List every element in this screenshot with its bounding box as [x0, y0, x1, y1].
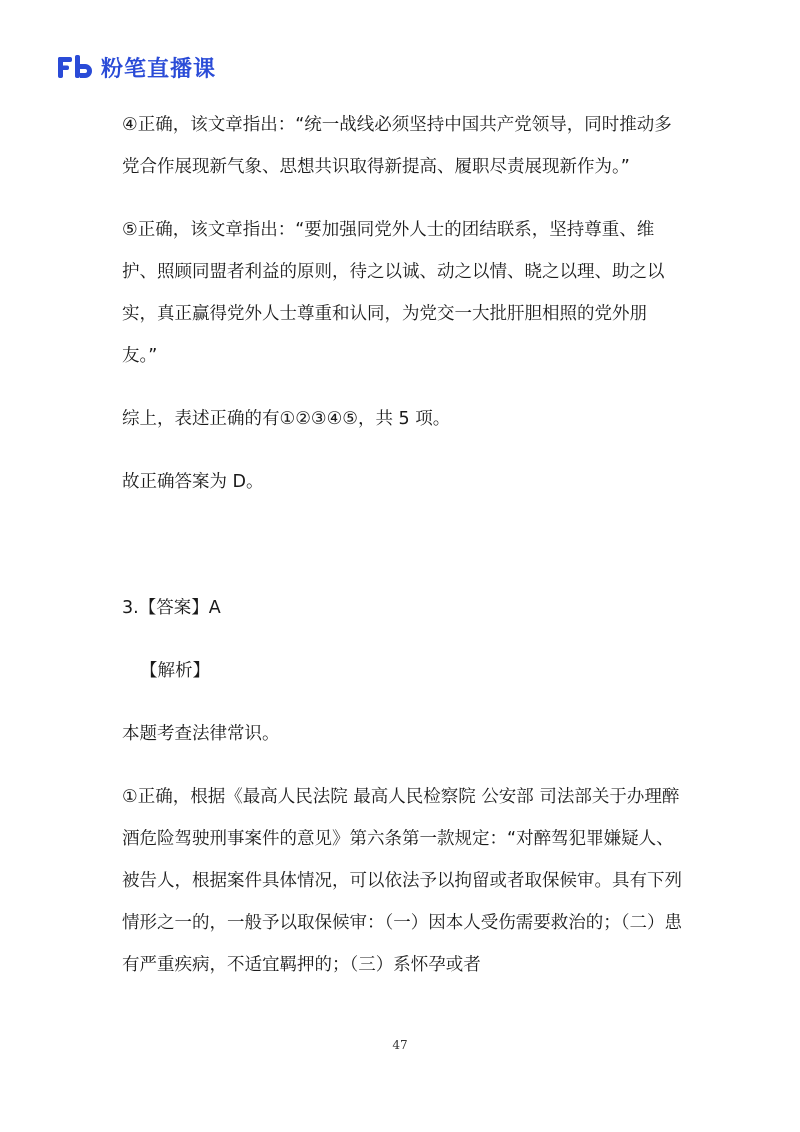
document-body	[122, 104, 682, 986]
page-number: 47	[392, 1038, 408, 1052]
brand-name: 粉笔直播课	[101, 56, 217, 82]
paragraph: 综上，表述正确的有①②③④⑤，共 5 项。	[122, 409, 451, 429]
paragraph: ④正确，该文章指出：“统一战线必须坚持中国共产党领导，同时推动多党合作展现新气象、思想共识取得新提高、履职尽责展现新作为。”	[122, 115, 672, 177]
page-header	[57, 52, 216, 82]
paragraph: ⑤正确，该文章指出：“要加强同党外人士的团结联系，坚持尊重、维护、照顾同盟者利益的原则，待之以诚、动之以情、晓之以理、助之以实，真正赢得党外人士尊重和认同，为党交一大批肝胆相照的党外朋友。”	[122, 220, 665, 366]
paragraph: 本题考查法律常识。	[122, 724, 280, 744]
paragraph: 故正确答案为 D。	[122, 472, 264, 492]
fb-logo-icon	[57, 54, 95, 80]
paragraph: ①正确，根据《最高人民法院 最高人民检察院 公安部 司法部关于办理醉酒危险驾驶刑事案件的意见》第六条第一款规定：“对醉驾犯罪嫌疑人、被告人，根据案件具体情况，可以依法予以拘留或者取保候审。具有下列情形之一的，一般予以取保候审：（一）因本人受伤需要救治的；（二）患有严重疾病，不适宜羁押的；（三）系怀孕或者	[122, 787, 682, 975]
analysis-heading: 【解析】	[140, 661, 210, 681]
answer-heading: 3.【答案】A	[122, 598, 221, 618]
